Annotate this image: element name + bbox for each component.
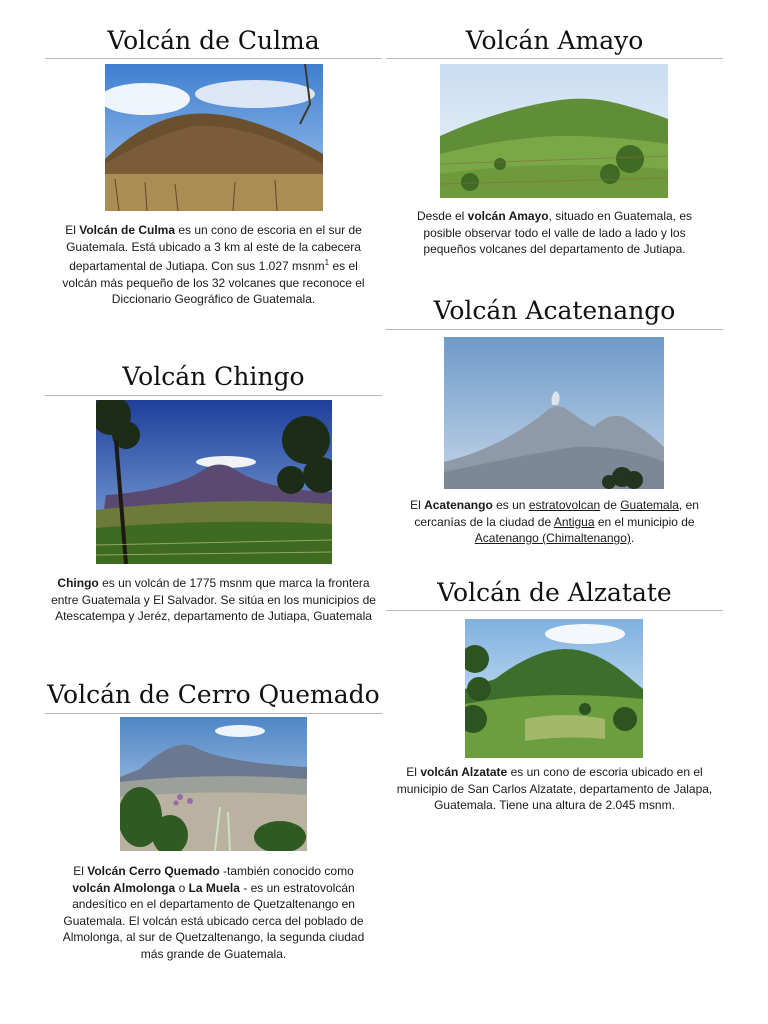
title-divider (386, 610, 723, 611)
caption-bold: Volcán de Culma (79, 223, 176, 237)
volcano-photo-chingo (96, 400, 332, 564)
caption-bold: La Muela (188, 880, 240, 895)
section-chingo (45, 362, 382, 652)
caption-text: es un (492, 498, 529, 512)
caption-bold: volcán Amayo (467, 209, 549, 223)
volcano-photo-culma (105, 64, 323, 211)
caption-text: , en cercanías de la ciudad de (414, 498, 699, 529)
title-divider (386, 329, 723, 330)
section-acatenango (386, 296, 723, 556)
caption-text: es un volcán de 1775 msnm que marca la frontera entre Guatemala y El Salvador. Se sitúa en los municipios de Atescatempa y Jeréz, departamento de Jutiapa, Guatemala (51, 576, 376, 623)
caption-text: es un cono de escoria en el sur de Guatemala. Está ubicado a 3 km al este de la cabecera departamental de Jutiapa. Con sus 1.027 msnm (66, 223, 362, 273)
caption-text: El (65, 223, 80, 237)
volcano-photo-amayo (440, 64, 668, 198)
volcano-photo-alzatate (465, 619, 643, 758)
section-cerro-quemado (45, 680, 382, 990)
caption-acatenango (392, 497, 717, 547)
caption-text: es el volcán más pequeño de los 32 volcanes que reconoce el Diccionario Geográfico de Guatemala. (62, 259, 365, 306)
caption-bold: volcán Alzatate (420, 765, 508, 779)
link-antigua[interactable]: Antigua (553, 514, 595, 529)
caption-text: es un cono de escoria ubicado en el municipio de San Carlos Alzatate, departamento de Jalapa, Guatemala. Tiene una altura de 2.045 msnm. (396, 765, 713, 812)
caption-text: de (600, 498, 621, 512)
section-alzatate (386, 578, 723, 818)
volcano-photo-acatenango (444, 337, 664, 489)
footnote-marker: 1 (324, 258, 330, 267)
caption-bold: Volcán Cerro Quemado (87, 864, 220, 878)
caption-cerro-quemado (53, 863, 374, 962)
caption-text: en el municipio de (594, 514, 695, 529)
caption-text: El (410, 498, 425, 512)
caption-text: -también conocido como (219, 864, 354, 878)
caption-culma (55, 222, 372, 308)
title-divider (45, 713, 382, 714)
title-divider (45, 395, 382, 396)
section-culma (45, 26, 382, 336)
caption-chingo (49, 575, 378, 625)
caption-text: . (630, 531, 635, 545)
section-title: Volcán Chingo (122, 362, 305, 391)
section-title: Volcán Amayo (465, 26, 644, 55)
section-title: Volcán Acatenango (433, 296, 676, 325)
caption-alzatate (386, 764, 723, 814)
section-amayo (386, 26, 723, 266)
caption-bold: Acatenango (424, 498, 493, 512)
caption-bold: volcán Almolonga (72, 880, 176, 895)
section-title: Volcán de Culma (107, 26, 320, 55)
link-estratovolcan[interactable]: estratovolcan (528, 498, 601, 512)
caption-text: El (406, 765, 421, 779)
caption-text: Desde el (416, 209, 468, 223)
caption-amayo (400, 208, 709, 258)
caption-bold: Chingo (57, 576, 99, 590)
link-guatemala[interactable]: Guatemala (620, 498, 679, 512)
title-divider (386, 58, 723, 59)
caption-text: El (73, 864, 88, 878)
caption-text: , situado en Guatemala, es posible observar todo el valle de lado a lado y los pequeños volcanes del departamento de Jutiapa. (423, 209, 693, 256)
section-title: Volcán de Alzatate (437, 578, 672, 607)
caption-text: - es un estratovolcán andesítico en el departamento de Quetzaltenango en Guatemala. El volcán está ubicado cerca del poblado de Almolonga, al sur de Quetzaltenango, la segunda ciudad más grande de Guatemala. (62, 880, 365, 961)
title-divider (45, 58, 382, 59)
link-acatenango-chimaltenango[interactable]: Acatenango (Chimaltenango) (474, 531, 631, 545)
volcano-photo-cerro-quemado (120, 717, 307, 851)
section-title: Volcán de Cerro Quemado (47, 680, 380, 709)
caption-text: o (175, 880, 189, 895)
